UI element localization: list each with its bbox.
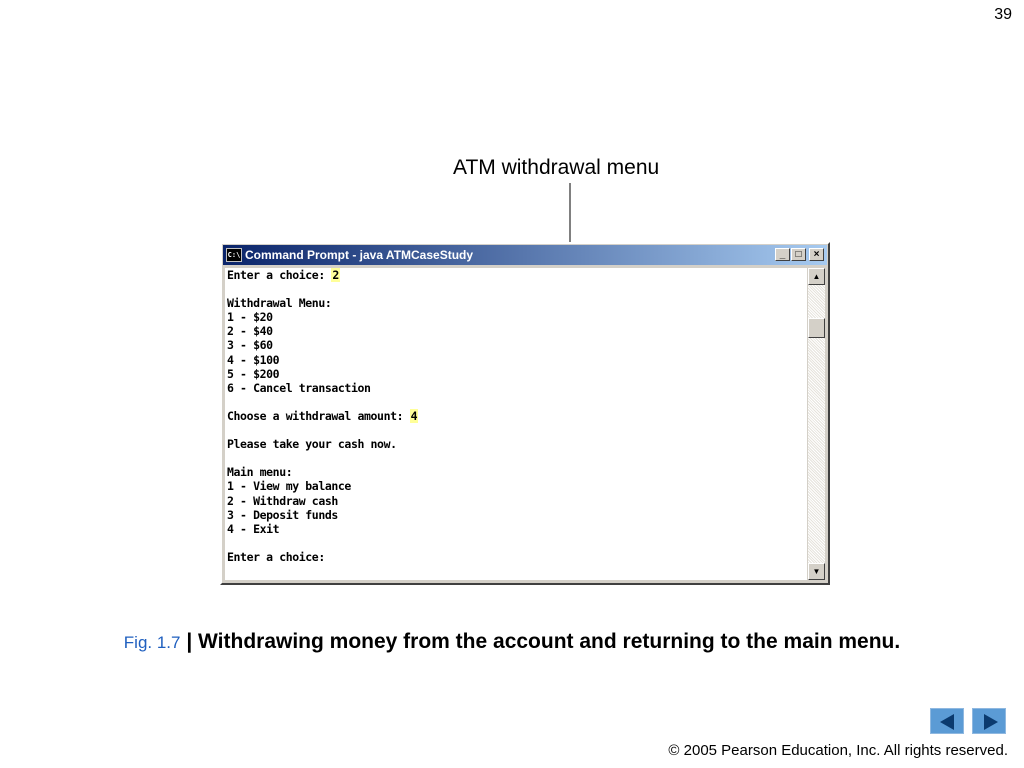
console-line <box>225 451 807 465</box>
callout-label: ATM withdrawal menu <box>453 156 660 179</box>
console-line <box>225 310 807 324</box>
console-line-text: Enter a choice: <box>227 549 325 564</box>
console-line <box>225 409 807 423</box>
console-line <box>225 536 807 550</box>
console-line <box>225 395 807 409</box>
console-line <box>225 367 807 381</box>
console-line-text: 1 - $20 <box>227 310 273 325</box>
cmd-icon: C:\ <box>226 248 242 262</box>
minimize-button[interactable]: _ <box>775 248 790 261</box>
console-line <box>225 479 807 493</box>
console-line <box>225 381 807 395</box>
console-line <box>225 268 807 282</box>
scroll-thumb[interactable] <box>808 318 825 338</box>
console-line-text: Please take your cash now. <box>227 437 397 452</box>
console-line <box>225 353 807 367</box>
figure-caption <box>0 630 1024 654</box>
console-line <box>225 494 807 508</box>
console-line-text: 2 - Withdraw cash <box>227 493 338 508</box>
command-prompt-window <box>220 242 830 585</box>
right-arrow-icon <box>973 709 1007 735</box>
title-bar[interactable] <box>223 245 827 265</box>
console-output[interactable] <box>225 268 807 580</box>
console-line-text: 3 - Deposit funds <box>227 507 338 522</box>
vertical-scrollbar[interactable] <box>808 268 825 580</box>
caption-separator: | <box>180 630 199 653</box>
console-line-text: 3 - $60 <box>227 338 273 353</box>
console-line-text: 5 - $200 <box>227 366 280 381</box>
left-arrow-icon <box>931 709 965 735</box>
console-line-text: 4 - Exit <box>227 521 280 536</box>
caption-text: Withdrawing money from the account and returning to the main menu. <box>198 630 901 653</box>
console-line <box>225 550 807 564</box>
previous-slide-button[interactable] <box>930 708 964 734</box>
console-line <box>225 338 807 352</box>
console-line <box>225 522 807 536</box>
console-line <box>225 437 807 451</box>
user-input-value: 2 <box>332 268 339 282</box>
close-button[interactable]: × <box>809 248 824 261</box>
console-line <box>225 465 807 479</box>
console-line-text: 6 - Cancel transaction <box>227 380 371 395</box>
slide-number: 39 <box>994 6 1012 23</box>
next-slide-button[interactable] <box>972 708 1006 734</box>
scroll-up-arrow-icon[interactable]: ▲ <box>808 268 825 285</box>
console-line-text: Main menu: <box>227 465 293 480</box>
copyright-notice: © 2005 Pearson Education, Inc. All rights reserved. <box>668 742 1008 759</box>
maximize-button[interactable]: □ <box>791 248 806 261</box>
console-line-text: Choose a withdrawal amount: <box>227 408 410 423</box>
console-line-text: Enter a choice: <box>227 268 332 282</box>
console-line <box>225 508 807 522</box>
console-line-text: 2 - $40 <box>227 324 273 339</box>
scroll-down-arrow-icon[interactable]: ▼ <box>808 563 825 580</box>
console-line-text: 1 - View my balance <box>227 479 351 494</box>
console-line-text: 4 - $100 <box>227 352 280 367</box>
window-title: Command Prompt - java ATMCaseStudy <box>245 248 474 262</box>
console-line <box>225 296 807 310</box>
console-line <box>225 324 807 338</box>
console-line-text: Withdrawal Menu: <box>227 296 332 311</box>
console-line <box>225 423 807 437</box>
user-input-value: 4 <box>410 408 418 423</box>
figure-number: Fig. 1.7 <box>123 633 181 652</box>
console-line <box>225 282 807 296</box>
